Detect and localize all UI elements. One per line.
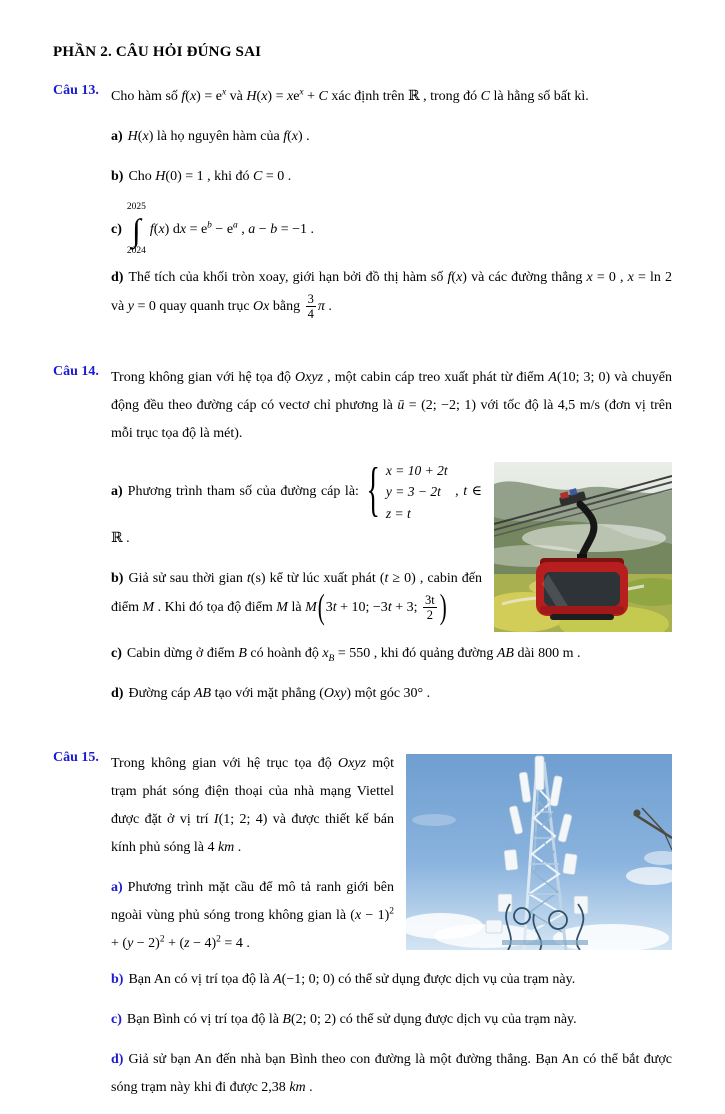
cable-car-photo xyxy=(494,462,672,632)
item-label: a) xyxy=(111,879,123,895)
question-13-item-b xyxy=(111,163,672,191)
question-13-item-d xyxy=(111,264,672,322)
intro-text: Trong không gian với hệ tọa độ Oxyz , một cabin cáp treo xuất phát từ điểm A(10; 3; 0) và chuyển động đều theo đường cáp có vectơ chỉ phương là ū = (2; −2; 1) với tốc độ là 4,5 m/s (đơn vị trên mỗi trục tọa độ là mét). xyxy=(111,369,673,441)
item-label: b) xyxy=(111,169,124,184)
question-14-item-c xyxy=(111,640,672,668)
item-text: Phương trình mặt cầu để mô tả ranh giới bên ngoài vùng phủ sóng trong không gian là $(x - 1)^2 + (y - 2)^2 + (z - 4)^2 = 4$ . xyxy=(111,879,394,951)
question-13 xyxy=(53,83,672,334)
question-15-number: Câu 15. xyxy=(53,749,99,765)
item-text: Cho H(0) = 1 , khi đó C = 0 . xyxy=(128,169,292,184)
question-14-intro xyxy=(111,364,672,448)
intro-text: Cho hàm số $f(x) = e^x$ và $H(x) = xe^x + C$ xác định trên ℝ , trong đó C là hằng số bất kì. xyxy=(111,87,589,104)
question-15-item-d xyxy=(111,1046,672,1102)
question-15-item-b xyxy=(111,966,672,994)
question-13-body xyxy=(111,83,672,334)
question-14-item-d xyxy=(111,680,672,708)
item-text: H(x) là họ nguyên hàm của f(x) . xyxy=(127,129,310,144)
item-label: a) xyxy=(111,484,123,500)
telecom-tower-photo xyxy=(406,754,672,950)
item-label: c) xyxy=(111,645,122,661)
section-header: PHẦN 2. CÂU HỎI ĐÚNG SAI xyxy=(53,44,262,60)
item-label: d) xyxy=(111,685,124,701)
question-14 xyxy=(53,364,672,720)
item-text: Thể tích của khối tròn xoay, giới hạn bởi đồ thị hàm số f(x) và các đường thẳng x = 0 , x = ln 2 và y = 0 quay quanh trục Ox bằng $\frac{3}{4}$ π . xyxy=(111,270,672,322)
question-14-body xyxy=(111,364,672,720)
item-text: Bạn An có vị trí tọa độ là A(−1; 0; 0) có thể sử dụng được dịch vụ của trạm này. xyxy=(128,971,576,987)
item-label: d) xyxy=(111,270,124,285)
question-13-item-a xyxy=(111,123,672,151)
question-13-item-c xyxy=(111,203,672,256)
intro-text: Trong không gian với hệ trục tọa độ Oxyz một trạm phát sóng điện thoại của nhà mạng Viettel được đặt ở vị trí I(1; 2; 4) và được thiết kế bán kính phủ sóng là 4 km . xyxy=(111,755,395,855)
item-label: c) xyxy=(111,221,122,237)
item-text: 2025 ∫ 2024 f(x) dx = $e^b - e^a$ , a − b = −1 . xyxy=(126,202,314,256)
item-label: d) xyxy=(111,1051,124,1067)
item-label: a) xyxy=(111,129,123,144)
item-label: b) xyxy=(111,570,124,586)
item-text: Cabin dừng ở điểm B có hoành độ $x_B = 550$ , khi đó quảng đường AB dài 800 m . xyxy=(126,645,581,664)
item-text: Đường cáp AB tạo với mặt phẳng (Oxy) một góc 30° . xyxy=(128,685,431,701)
question-14-number: Câu 14. xyxy=(53,363,99,379)
question-15-body xyxy=(111,750,672,1114)
item-text: Bạn Bình có vị trí tọa độ là B(2; 0; 2) có thể sử dụng được dịch vụ của trạm này. xyxy=(126,1011,577,1027)
item-text: Giả sử bạn An đến nhà bạn Bình theo con đường là một đường thẳng. Bạn An có thể bắt được sóng trạm này khi đi được 2,38 km . xyxy=(111,1051,672,1095)
item-label: b) xyxy=(111,971,124,987)
question-15-item-c xyxy=(111,1006,672,1034)
question-13-intro xyxy=(111,83,672,111)
item-text: Phương trình tham số của đường cáp là: { x = 10 + 2t y = 3 − 2t z = t , t ∈ ℝ . xyxy=(111,457,483,546)
item-label: c) xyxy=(111,1011,122,1027)
question-15 xyxy=(53,750,672,1114)
item-text: Giả sử sau thời gian t(s) kể từ lúc xuất phát (t ≥ 0) , cabin đến điểm M . Khi đó tọa độ điểm M là M(3t + 10; −3t + 3; $\frac{3t}{2}$ ) xyxy=(111,570,482,627)
question-13-number: Câu 13. xyxy=(53,83,99,98)
